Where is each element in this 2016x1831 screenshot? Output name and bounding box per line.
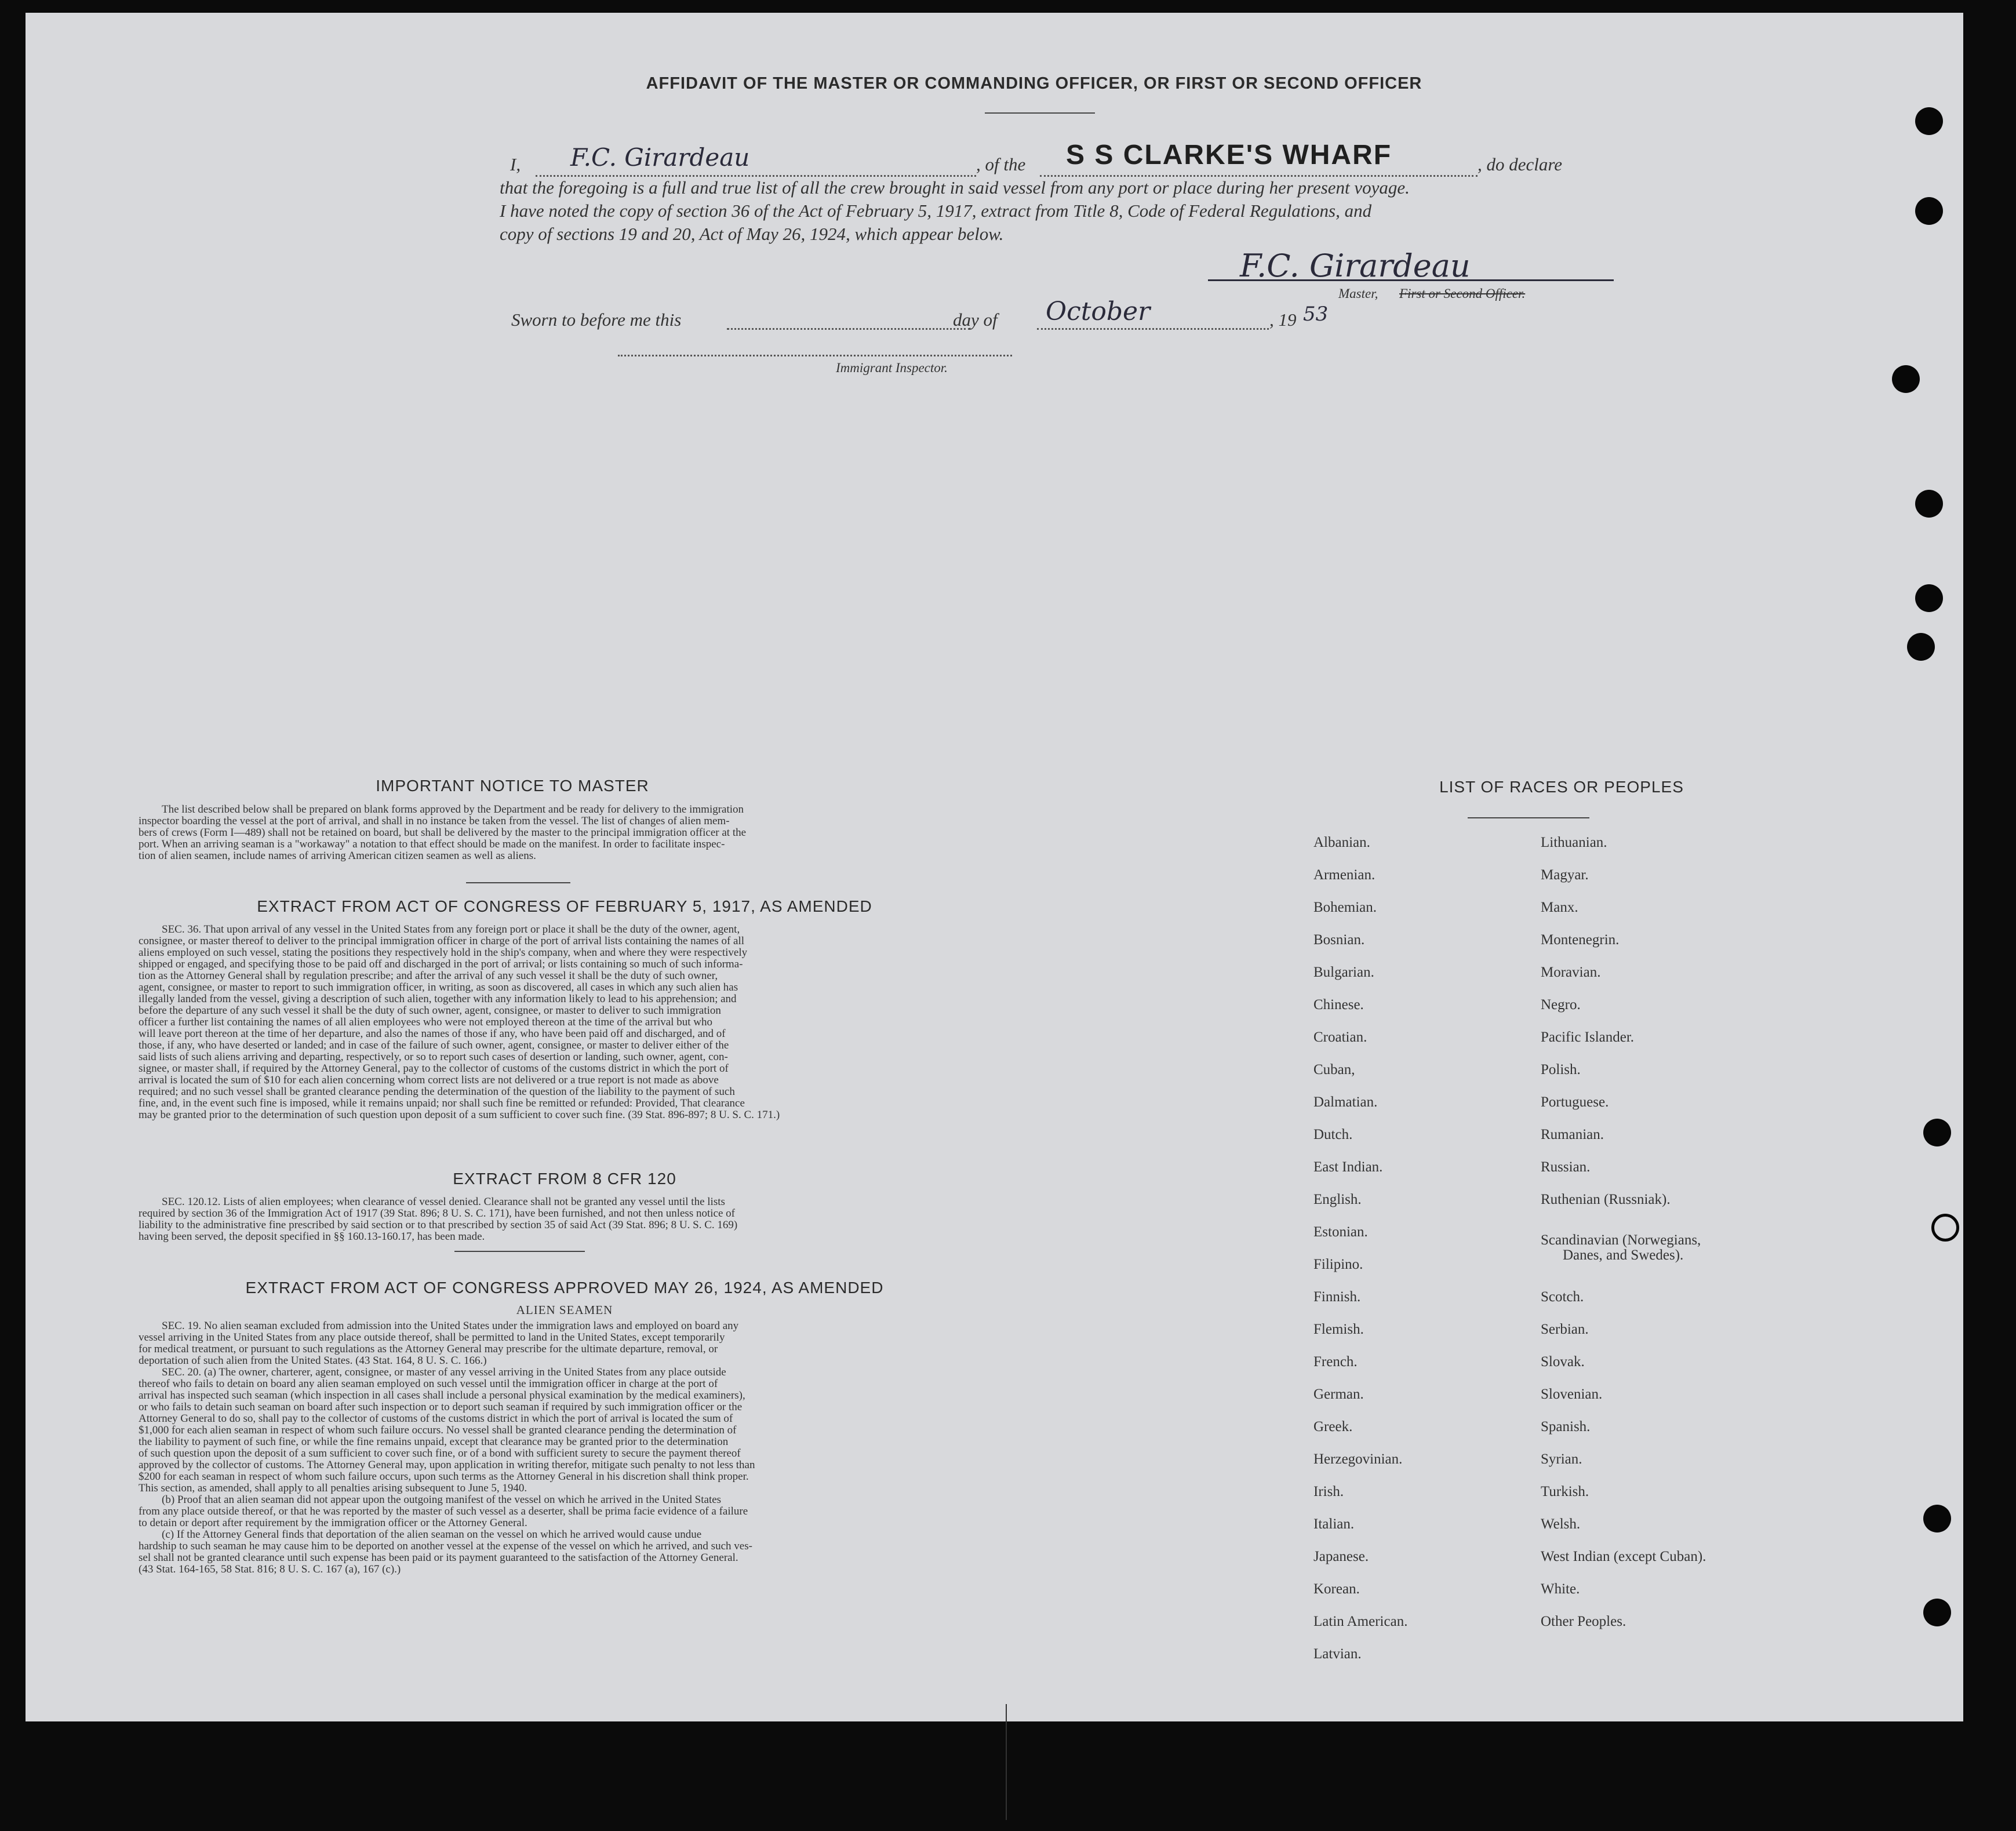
sworn-year: 53 — [1303, 303, 1329, 326]
race-item: English. — [1313, 1192, 1362, 1207]
race-item: White. — [1541, 1581, 1580, 1597]
race-item: Korean. — [1313, 1581, 1360, 1597]
race-item: Filipino. — [1313, 1257, 1363, 1272]
race-item: Italian. — [1313, 1516, 1355, 1532]
extract-1924-title: EXTRACT FROM ACT OF CONGRESS APPROVED MAY 26, 1924, AS AMENDED — [245, 1279, 884, 1297]
race-item: Japanese. — [1313, 1549, 1369, 1564]
race-item: Croatian. — [1313, 1029, 1367, 1045]
title-rule — [985, 112, 1095, 114]
extract-1924-text — [139, 1320, 991, 1575]
extract-1924-line: This section, as amended, shall apply to all penalties arising subsequent to June 5, 1940. — [139, 1482, 527, 1494]
extract-1917-line: arrival is located the sum of $10 for each alien concerning whom correct lists are not delivered or a true report is not made as above — [139, 1074, 719, 1086]
race-item: Bosnian. — [1313, 932, 1365, 948]
punch-hole — [1915, 490, 1943, 518]
extract-1917-line: those, if any, who have deserted or landed; and in case of the failure of such owner, agent, consignee, or master to deliver either of the — [139, 1039, 729, 1051]
punch-hole-partial — [1931, 1214, 1959, 1242]
notice-line: inspector boarding the vessel at the port of arrival, and shall in no instance be taken from the vessel. The list of changes of alien mem- — [139, 815, 730, 827]
declaration-line-2: I have noted the copy of section 36 of the Act of February 5, 1917, extract from Title 8, Code of Federal Regulations, and — [500, 201, 1372, 221]
do-declare-label: , do declare — [1478, 154, 1563, 174]
of-the-label: , of the — [976, 154, 1026, 174]
race-item: Serbian. — [1541, 1322, 1589, 1337]
race-item: East Indian. — [1313, 1159, 1383, 1175]
race-item: Greek. — [1313, 1419, 1353, 1435]
extract-1917-line: may be granted prior to the determination of such question upon deposit of a sum sufficient to cover such fine. (39 Stat. 896-897; 8 U. S. C. 171.) — [139, 1109, 780, 1121]
race-item: Other Peoples. — [1541, 1614, 1626, 1629]
punch-hole — [1923, 1505, 1951, 1532]
race-item: Russian. — [1541, 1159, 1591, 1175]
notice-line: tion of alien seamen, include names of arriving American citizen seamen as well as aliens. — [139, 850, 536, 862]
extract-1924-line: from any place outside thereof, or that he was reported by the master of such vessel as a deserter, shall be prima facie evidence of a failure — [139, 1505, 748, 1517]
extract-1917-line: signee, or master shall, if required by the Attorney General, pay to the collector of customs of the customs district in which the port of — [139, 1062, 729, 1075]
extract-1917-line: shipped or engaged, and specifying those to be paid off and discharged in the port of arrival; or lists containing so much of such informa- — [139, 958, 743, 970]
extract-1924-line: Attorney General to do so, shall pay to the collector of customs of the customs district in which the port of arrival is located the sum of — [139, 1413, 733, 1425]
extract-cfr-line: having been served, the deposit specified in §§ 160.13-160.17, has been made. — [139, 1231, 485, 1243]
punch-hole — [1923, 1599, 1951, 1626]
extract-1917-line: illegally landed from the vessel, giving a description of such alien, together with any information likely to lead to his apprehension; and — [139, 993, 737, 1005]
extract-1917-text — [139, 924, 991, 1121]
race-item: Latvian. — [1313, 1646, 1362, 1662]
race-item: Portuguese. — [1541, 1094, 1609, 1110]
sworn-label: Sworn to before me this — [511, 310, 682, 330]
extract-1924-subtitle: ALIEN SEAMEN — [516, 1303, 613, 1317]
extract-1917-line: fine, and, in the event such fine is imposed, while it remains unpaid; nor shall such fine be remitted or refunded: Provided, That clearance — [139, 1097, 745, 1109]
punch-hole — [1892, 365, 1920, 393]
punch-hole — [1915, 584, 1943, 612]
affidavit-title: AFFIDAVIT OF THE MASTER OR COMMANDING OFFICER, OR FIRST OR SECOND OFFICER — [646, 74, 1422, 93]
race-item: Danes, and Swedes). — [1563, 1247, 1684, 1263]
races-title: LIST OF RACES OR PEOPLES — [1439, 778, 1684, 796]
punch-hole — [1907, 633, 1935, 661]
declaration-line-3: copy of sections 19 and 20, Act of May 26, 1924, which appear below. — [500, 224, 1004, 244]
race-item: Syrian. — [1541, 1451, 1582, 1467]
extract-1917-line: aliens employed on such vessel, stating the positions they respectively hold in the ship's company, when and where they were respectively — [139, 947, 748, 959]
extract-1924-line: hardship to such seaman he may cause him to be deported on another vessel at the expense of the vessel on which he arrived, and such ves- — [139, 1540, 752, 1552]
extract-1924-line: $1,000 for each alien seaman in respect of whom such failure occurs. No vessel shall be granted clearance pending the determination of — [139, 1424, 737, 1436]
extract-1924-line: vessel arriving in the United States from any place outside thereof, shall be permitted to land in the United States, except temporarily — [139, 1331, 725, 1344]
race-item: Irish. — [1313, 1484, 1344, 1499]
race-item: West Indian (except Cuban). — [1541, 1549, 1706, 1564]
vessel-line — [1040, 175, 1478, 177]
extract-cfr-line: SEC. 120.12. Lists of alien employees; when clearance of vessel denied. Clearance shall not be granted any vessel until the lists — [162, 1196, 725, 1208]
cfr-rule — [454, 1251, 585, 1252]
year-label: , 19 — [1269, 310, 1297, 330]
race-item: German. — [1313, 1386, 1364, 1402]
notice-line: bers of crews (Form I—489) shall not be retained on board, but shall be delivered by the master to the principal immigration officer at the — [139, 827, 747, 839]
race-item: Pacific Islander. — [1541, 1029, 1635, 1045]
race-item: Armenian. — [1313, 867, 1375, 883]
race-item: Moravian. — [1541, 964, 1601, 980]
race-item: Scotch. — [1541, 1289, 1584, 1305]
extract-1924-line: thereof who fails to detain on board any alien seaman employed on such vessel until the immigration officer in charge at the port of — [139, 1378, 718, 1390]
race-item: Cuban, — [1313, 1062, 1355, 1078]
page-fold — [1006, 1704, 1007, 1820]
extract-1924-line: SEC. 19. No alien seaman excluded from admission into the United States under the immigration laws and employed on board any — [162, 1320, 739, 1332]
race-item: Turkish. — [1541, 1484, 1589, 1499]
notice-rule — [466, 882, 570, 883]
race-item: Ruthenian (Russniak). — [1541, 1192, 1671, 1207]
extract-cfr-line: required by section 36 of the Immigration Act of 1917 (39 Stat. 896; 8 U. S. C. 171), have been furnished, and not then unless notice of — [139, 1207, 735, 1220]
extract-1917-line: before the departure of any such vessel it shall be the duty of such owner, agent, consignee, or master to deliver to such immigration — [139, 1004, 721, 1017]
extract-1924-line: to detain or deport after requirement by the immigration officer or the Attorney General. — [139, 1517, 527, 1529]
extract-1924-line: arrival has inspected such seaman (which inspection in all cases shall include a personal physical examination by the medical examiners), — [139, 1389, 745, 1402]
extract-1917-line: SEC. 36. That upon arrival of any vessel in the United States from any foreign port or place it shall be the duty of the owner, agent, — [162, 923, 740, 935]
extract-1917-line: tion as the Attorney General shall by regulation prescribe; and after the arrival of any such vessel it shall be the duty of such owner, — [139, 970, 718, 982]
extract-1924-line: for medical treatment, or pursuant to such regulations as the Attorney General may prescribe for the ultimate departure, removal, or — [139, 1343, 718, 1355]
extract-1917-line: will leave port thereon at the time of her departure, and also the names of those if any, who have been paid off and discharged, and of — [139, 1028, 726, 1040]
i-label: I, — [510, 154, 521, 174]
signature-stroke — [1208, 279, 1614, 281]
race-item: Bohemian. — [1313, 900, 1377, 915]
extract-1924-line: (b) Proof that an alien seaman did not appear upon the outgoing manifest of the vessel on which he arrived in the United States — [162, 1494, 722, 1506]
extract-cfr-text — [139, 1196, 991, 1243]
extract-1924-line: sel shall not be granted clearance until such expense has been paid or its payment guaranteed to the satisfaction of the Attorney General. — [139, 1552, 738, 1564]
race-item: Lithuanian. — [1541, 835, 1607, 850]
race-item: Dutch. — [1313, 1127, 1353, 1142]
race-item: Herzegovinian. — [1313, 1451, 1403, 1467]
extract-1917-line: agent, consignee, or master to report to such immigration officer, in writing, as soon as discovered, all cases in which any such alien has — [139, 981, 738, 993]
extract-1924-line: SEC. 20. (a) The owner, charterer, agent, consignee, or master of any vessel arriving in the United States from any place outside — [162, 1366, 726, 1378]
race-item: Slovak. — [1541, 1354, 1585, 1370]
master-signature: F.C. Girardeau — [1240, 247, 1471, 284]
race-item: Scandinavian (Norwegians, — [1541, 1232, 1701, 1248]
race-item: Magyar. — [1541, 867, 1589, 883]
race-item: Estonian. — [1313, 1224, 1368, 1240]
extract-cfr-title: EXTRACT FROM 8 CFR 120 — [453, 1170, 676, 1188]
race-item: Flemish. — [1313, 1322, 1364, 1337]
master-label: Master, — [1338, 286, 1378, 301]
punch-hole — [1923, 1119, 1951, 1146]
extract-1917-line: said lists of such aliens arriving and departing, respectively, or so to report such cases of desertion or landing, such owner, agent, con- — [139, 1051, 728, 1063]
extract-1924-line: (c) If the Attorney General finds that deportation of the alien seaman on the vessel on which he arrived would cause undue — [162, 1528, 702, 1541]
day-of-label: day of — [953, 310, 998, 330]
extract-1924-line: or who fails to detain such seaman on board after such inspection or to deport such seaman if required by such immigration officer or the — [139, 1401, 743, 1413]
extract-1917-line: consignee, or master thereof to deliver to the principal immigration officer in charge of the port of arrival lists containing the names of all — [139, 935, 745, 947]
notice-text — [139, 804, 991, 862]
extract-1924-line: approved by the collector of customs. The Attorney General may, upon application in writing therefor, mitigate such penalty to not less than — [139, 1459, 755, 1471]
extract-1924-line: of such question upon the deposit of a sum sufficient to cover such fine, or of a bond with sufficient surety to secure the payment thereof — [139, 1447, 741, 1459]
race-item: Bulgarian. — [1313, 964, 1374, 980]
notice-title: IMPORTANT NOTICE TO MASTER — [376, 777, 649, 795]
race-item: French. — [1313, 1354, 1358, 1370]
struck-officer-label: First or Second Officer. — [1399, 286, 1526, 301]
inspector-line — [618, 355, 1012, 356]
extract-1924-line: the liability to payment of such fine, or while the fine remains unpaid, except that clearance may be granted prior to the determination — [139, 1436, 729, 1448]
race-item: Finnish. — [1313, 1289, 1361, 1305]
race-item: Chinese. — [1313, 997, 1364, 1013]
sworn-day-line — [727, 328, 970, 330]
name-line — [536, 175, 976, 177]
race-item: Spanish. — [1541, 1419, 1591, 1435]
inspector-label: Immigrant Inspector. — [836, 361, 948, 375]
race-item: Welsh. — [1541, 1516, 1581, 1532]
declaration-line-1: that the foregoing is a full and true list of all the crew brought in said vessel from any port or place during her present voyage. — [500, 177, 1410, 198]
officer-name: F.C. Girardeau — [570, 143, 750, 172]
extract-cfr-line: liability to the administrative fine prescribed by said section or to that prescribed by section 35 of said Act (39 Stat. 896; 8 U. S. C. 169) — [139, 1219, 738, 1231]
document-page — [26, 13, 1963, 1721]
race-item: Negro. — [1541, 997, 1581, 1013]
notice-line: port. When an arriving seaman is a "workaway" a notation to that effect should be made on the manifest. In order to facilitate inspec- — [139, 838, 725, 850]
sworn-month: October — [1046, 297, 1151, 326]
extract-1917-line: officer a further list containing the names of all alien employees who were not employed thereon at the time of the arrival but who — [139, 1016, 712, 1028]
race-item: Albanian. — [1313, 835, 1370, 850]
race-item: Montenegrin. — [1541, 932, 1620, 948]
extract-1924-line: (43 Stat. 164-165, 58 Stat. 816; 8 U. S. C. 167 (a), 167 (c).) — [139, 1563, 401, 1575]
notice-line: The list described below shall be prepared on blank forms approved by the Department and be ready for delivery to the immigration — [162, 803, 744, 816]
race-item: Latin American. — [1313, 1614, 1408, 1629]
punch-hole — [1915, 197, 1943, 225]
race-item: Polish. — [1541, 1062, 1581, 1078]
race-item: Slovenian. — [1541, 1386, 1603, 1402]
vessel-name: S S CLARKE'S WHARF — [1066, 140, 1392, 170]
race-item: Manx. — [1541, 900, 1578, 915]
race-item: Dalmatian. — [1313, 1094, 1378, 1110]
extract-1917-line: required; and no such vessel shall be granted clearance pending the determination of the question of the liability to the payment of such — [139, 1086, 735, 1098]
extract-1917-title: EXTRACT FROM ACT OF CONGRESS OF FEBRUARY 5, 1917, AS AMENDED — [257, 897, 872, 915]
extract-1924-line: deportation of such alien from the United States. (43 Stat. 164, 8 U. S. C. 166.) — [139, 1355, 487, 1367]
extract-1924-line: $200 for each seaman in respect of whom such failure occurs, upon such terms as the Attorney General in his discretion shall think proper. — [139, 1470, 749, 1483]
month-line — [1037, 328, 1269, 330]
punch-hole — [1915, 107, 1943, 135]
race-item: Rumanian. — [1541, 1127, 1604, 1142]
races-rule — [1468, 817, 1589, 818]
